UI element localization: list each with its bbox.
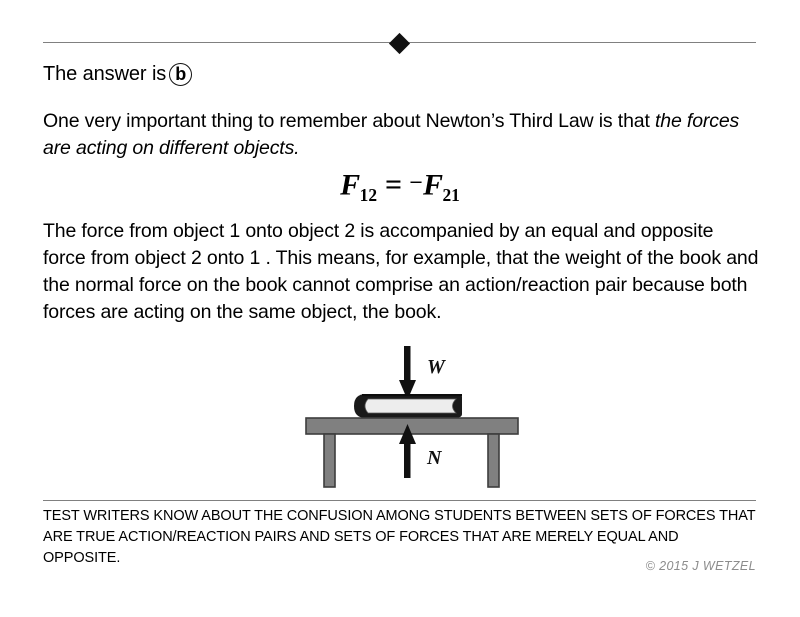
weight-arrow-icon xyxy=(399,346,416,400)
copyright-notice: © 2015 J WETZEL xyxy=(645,559,756,573)
answer-prefix-label: The answer is xyxy=(43,63,167,85)
equation-rhs-subscript: 21 xyxy=(442,185,460,206)
answer-choice-badge: b xyxy=(169,63,192,86)
equation-negative-sign: – xyxy=(410,168,422,192)
top-divider xyxy=(43,42,756,44)
equation-rhs-symbol: F xyxy=(422,168,444,202)
answer-line xyxy=(43,63,192,86)
equation-lhs-subscript: 12 xyxy=(359,185,378,206)
diamond-bullet-icon xyxy=(389,32,410,53)
equation-newtons-third-law xyxy=(0,168,800,206)
equation-lhs-symbol: F xyxy=(340,168,361,202)
normal-force-label: N xyxy=(427,447,442,469)
weight-force-label: W xyxy=(427,356,445,378)
paragraph-action-reaction-explanation: The force from object 1 onto object 2 is accompanied by an equal and opposite force from object 2 onto 1 . This means, for example, that the weight of the book and the normal force on the book cannot comprise an action/reaction pair because both forces are acting on the same object, the book. xyxy=(43,220,759,323)
book-illustration xyxy=(354,394,462,418)
bottom-rule-line xyxy=(43,500,756,501)
equation-operator: = xyxy=(385,168,403,202)
free-body-diagram-figure xyxy=(296,344,528,489)
table-illustration xyxy=(306,418,518,487)
footer-caption: TEST WRITERS KNOW ABOUT THE CONFUSION AMONG STUDENTS BETWEEN SETS OF FORCES THAT ARE TRUE ACTION/REACTION PAIRS AND SETS OF FORCES THAT ARE MERELY EQUAL AND OPPOSITE. xyxy=(43,508,756,566)
paragraph-newtons-third-law xyxy=(43,108,759,162)
paragraph-1-emphasis-text: the forces are acting on different objects. xyxy=(43,110,740,159)
paragraph-1-plain-text: One very important thing to remember about Newton’s Third Law is that xyxy=(43,110,655,132)
